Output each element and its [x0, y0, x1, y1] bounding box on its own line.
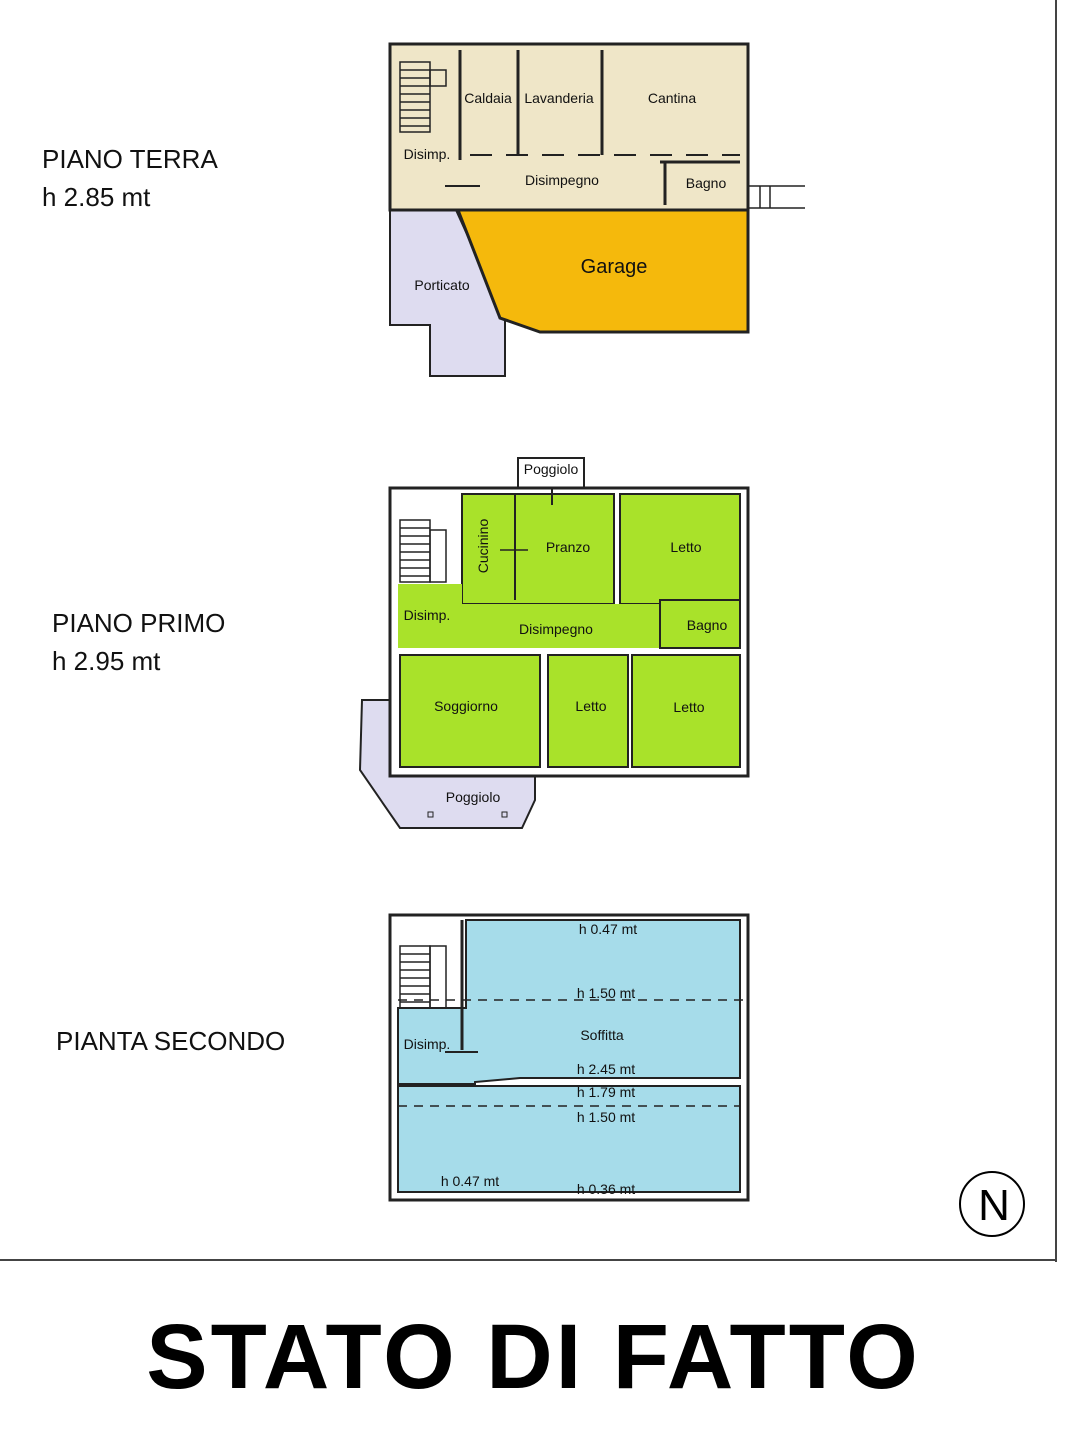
label-disimp: Disimp.: [403, 607, 451, 623]
label-h-179: h 1.79 mt: [576, 1084, 636, 1100]
floor-name: PIANO PRIMO: [52, 608, 226, 638]
label-h-150-b: h 1.50 mt: [576, 1109, 636, 1125]
label-soffitta: Soffitta: [580, 1027, 624, 1043]
label-caldaia: Caldaia: [464, 90, 512, 106]
page-title: STATO DI FATTO: [146, 1306, 921, 1408]
label-h-047-bottom: h 0.47 mt: [440, 1173, 500, 1189]
label-h-036: h 0.36 mt: [576, 1181, 636, 1197]
label-letto-1: Letto: [670, 539, 702, 555]
label-lavanderia: Lavanderia: [524, 90, 594, 106]
label-bagno: Bagno: [685, 175, 727, 191]
floor-name: PIANTA SECONDO: [56, 1026, 286, 1056]
label-poggiolo-bottom: Poggiolo: [445, 789, 501, 805]
label-h-150-a: h 1.50 mt: [576, 985, 636, 1001]
label-bagno: Bagno: [686, 617, 728, 633]
ground-floor-plan: [390, 44, 805, 376]
label-cucinino: Cucinino: [475, 518, 491, 574]
label-letto-3: Letto: [673, 699, 705, 715]
compass-north-icon: [958, 1170, 1026, 1238]
label-poggiolo-top: Poggiolo: [523, 461, 579, 477]
label-disimpegno: Disimpegno: [519, 621, 593, 637]
label-disimp: Disimp.: [403, 1036, 451, 1052]
label-h-245: h 2.45 mt: [576, 1061, 636, 1077]
label-cantina: Cantina: [647, 90, 697, 106]
second-floor-plan: [390, 915, 748, 1200]
label-disimp: Disimp.: [403, 146, 451, 162]
floor-height: h 2.95 mt: [52, 646, 161, 676]
label-h-top: h 0.47 mt: [578, 921, 638, 937]
label-disimpegno: Disimpegno: [525, 172, 599, 188]
floor-name: PIANO TERRA: [42, 144, 218, 174]
label-porticato: Porticato: [414, 277, 470, 293]
label-garage: Garage: [580, 256, 648, 278]
label-pranzo: Pranzo: [545, 539, 591, 555]
floor-height: h 2.85 mt: [42, 182, 151, 212]
label-soggiorno: Soggiorno: [434, 698, 498, 714]
compass-letter: N: [978, 1181, 1010, 1230]
label-letto-2: Letto: [575, 698, 607, 714]
first-floor-plan: [360, 458, 748, 828]
